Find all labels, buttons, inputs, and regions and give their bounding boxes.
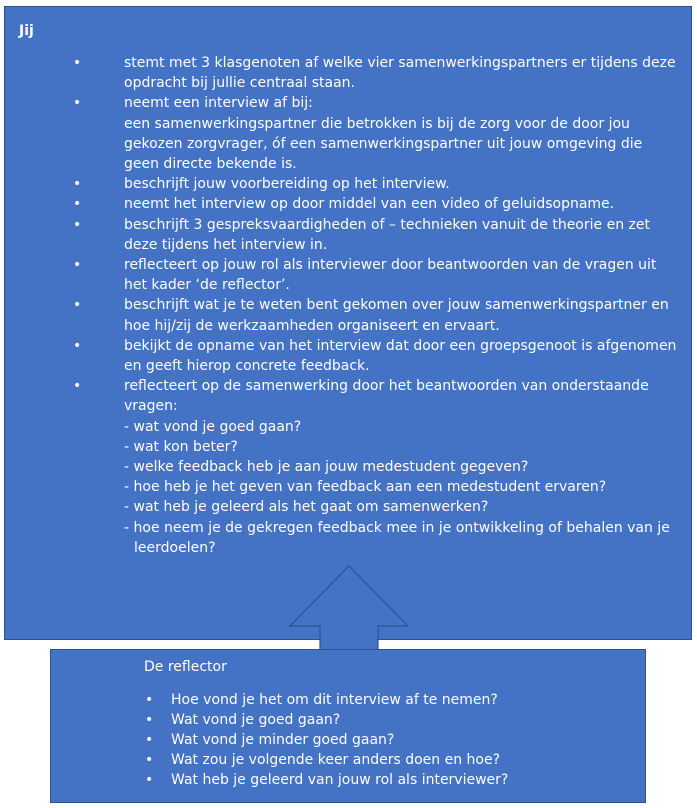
- bullet-icon: •: [145, 712, 154, 728]
- bullet-icon: •: [73, 337, 82, 354]
- bullet-icon: •: [73, 257, 82, 274]
- reflector-question: Wat vond je goed gaan?: [171, 712, 341, 728]
- task-item: [5, 295, 691, 335]
- task-list: [5, 53, 691, 558]
- main-title: Jij: [19, 23, 34, 39]
- bullet-icon: •: [145, 752, 154, 768]
- bullet-icon: •: [73, 176, 82, 193]
- bullet-icon: •: [73, 378, 82, 395]
- task-text: beschrijft jouw voorbereiding op het interview.: [124, 176, 450, 193]
- reflector-box: [50, 649, 646, 803]
- reflector-question: Hoe vond je het om dit interview af te nemen?: [171, 692, 498, 708]
- bullet-icon: •: [73, 216, 82, 233]
- task-text: neemt een interview af bij:: [124, 95, 313, 112]
- main-box: [4, 6, 692, 640]
- task-item: [5, 194, 691, 214]
- bullet-icon: •: [145, 692, 154, 708]
- task-text: beschrijft 3 gespreksvaardigheden of – technieken vanuit de theorie en zet deze tijdens het interview in.: [124, 216, 650, 253]
- up-arrow-icon: [288, 564, 410, 654]
- reflector-item: [51, 690, 508, 710]
- reflector-title: De reflector: [144, 659, 227, 675]
- question-item: - hoe neem je de gekregen feedback mee in je ontwikkeling of behalen van je leerdoelen?: [124, 519, 670, 556]
- bullet-icon: •: [145, 772, 154, 788]
- task-text: neemt het interview op door middel van een video of geluidsopname.: [124, 196, 615, 213]
- reflector-item: [51, 710, 508, 730]
- question-item: - wat kon beter?: [124, 438, 238, 455]
- question-item: - welke feedback heb je aan jouw medestudent gegeven?: [124, 459, 529, 476]
- reflector-list: [51, 690, 508, 790]
- task-text: bekijkt de opname van het interview dat door een groepsgenoot is afgenomen en geeft hierop concrete feedback.: [124, 337, 677, 375]
- task-item: [5, 93, 691, 174]
- task-text: beschrijft wat je te weten bent gekomen over jouw samenwerkingspartner en hoe hij/zij de werkzaamheden organiseert en ervaart.: [124, 297, 669, 334]
- question-list: [124, 417, 681, 558]
- bullet-icon: •: [73, 95, 82, 112]
- reflector-question: Wat heb je geleerd van jouw rol als interviewer?: [171, 772, 509, 788]
- bullet-icon: •: [73, 196, 82, 213]
- bullet-icon: •: [73, 297, 82, 314]
- task-item: [5, 174, 691, 194]
- task-item: [5, 53, 691, 93]
- question-item: - hoe heb je het geven van feedback aan een medestudent ervaren?: [124, 479, 607, 496]
- reflector-question: Wat zou je volgende keer anders doen en hoe?: [171, 752, 501, 768]
- reflector-item: [51, 750, 508, 770]
- bullet-icon: •: [73, 55, 82, 71]
- reflector-question: Wat vond je minder goed gaan?: [171, 732, 395, 748]
- task-text: reflecteert op de samenwerking door het beantwoorden van onderstaande vragen:: [124, 378, 649, 415]
- task-item: [5, 255, 691, 295]
- task-item: [5, 336, 691, 376]
- reflector-item: [51, 730, 508, 750]
- bullet-icon: •: [145, 732, 154, 748]
- question-item: - wat heb je geleerd als het gaat om samenwerken?: [124, 499, 489, 516]
- task-subtext: een samenwerkingspartner die betrokken is bij de zorg voor de door jou gekozen zorgvrager, óf een samenwerkingspartner uit jouw omgeving die geen directe bekende is.: [124, 115, 643, 173]
- task-item: [5, 376, 691, 558]
- task-text: stemt met 3 klasgenoten af welke vier samenwerkingspartners er tijdens deze opdracht bij jullie centraal staan.: [124, 55, 676, 92]
- question-item: - wat vond je goed gaan?: [124, 418, 302, 435]
- task-text: reflecteert op jouw rol als interviewer door beantwoorden van de vragen uit het kader ‘de reflector’.: [124, 257, 657, 294]
- task-item: [5, 215, 691, 255]
- reflector-item: [51, 770, 508, 790]
